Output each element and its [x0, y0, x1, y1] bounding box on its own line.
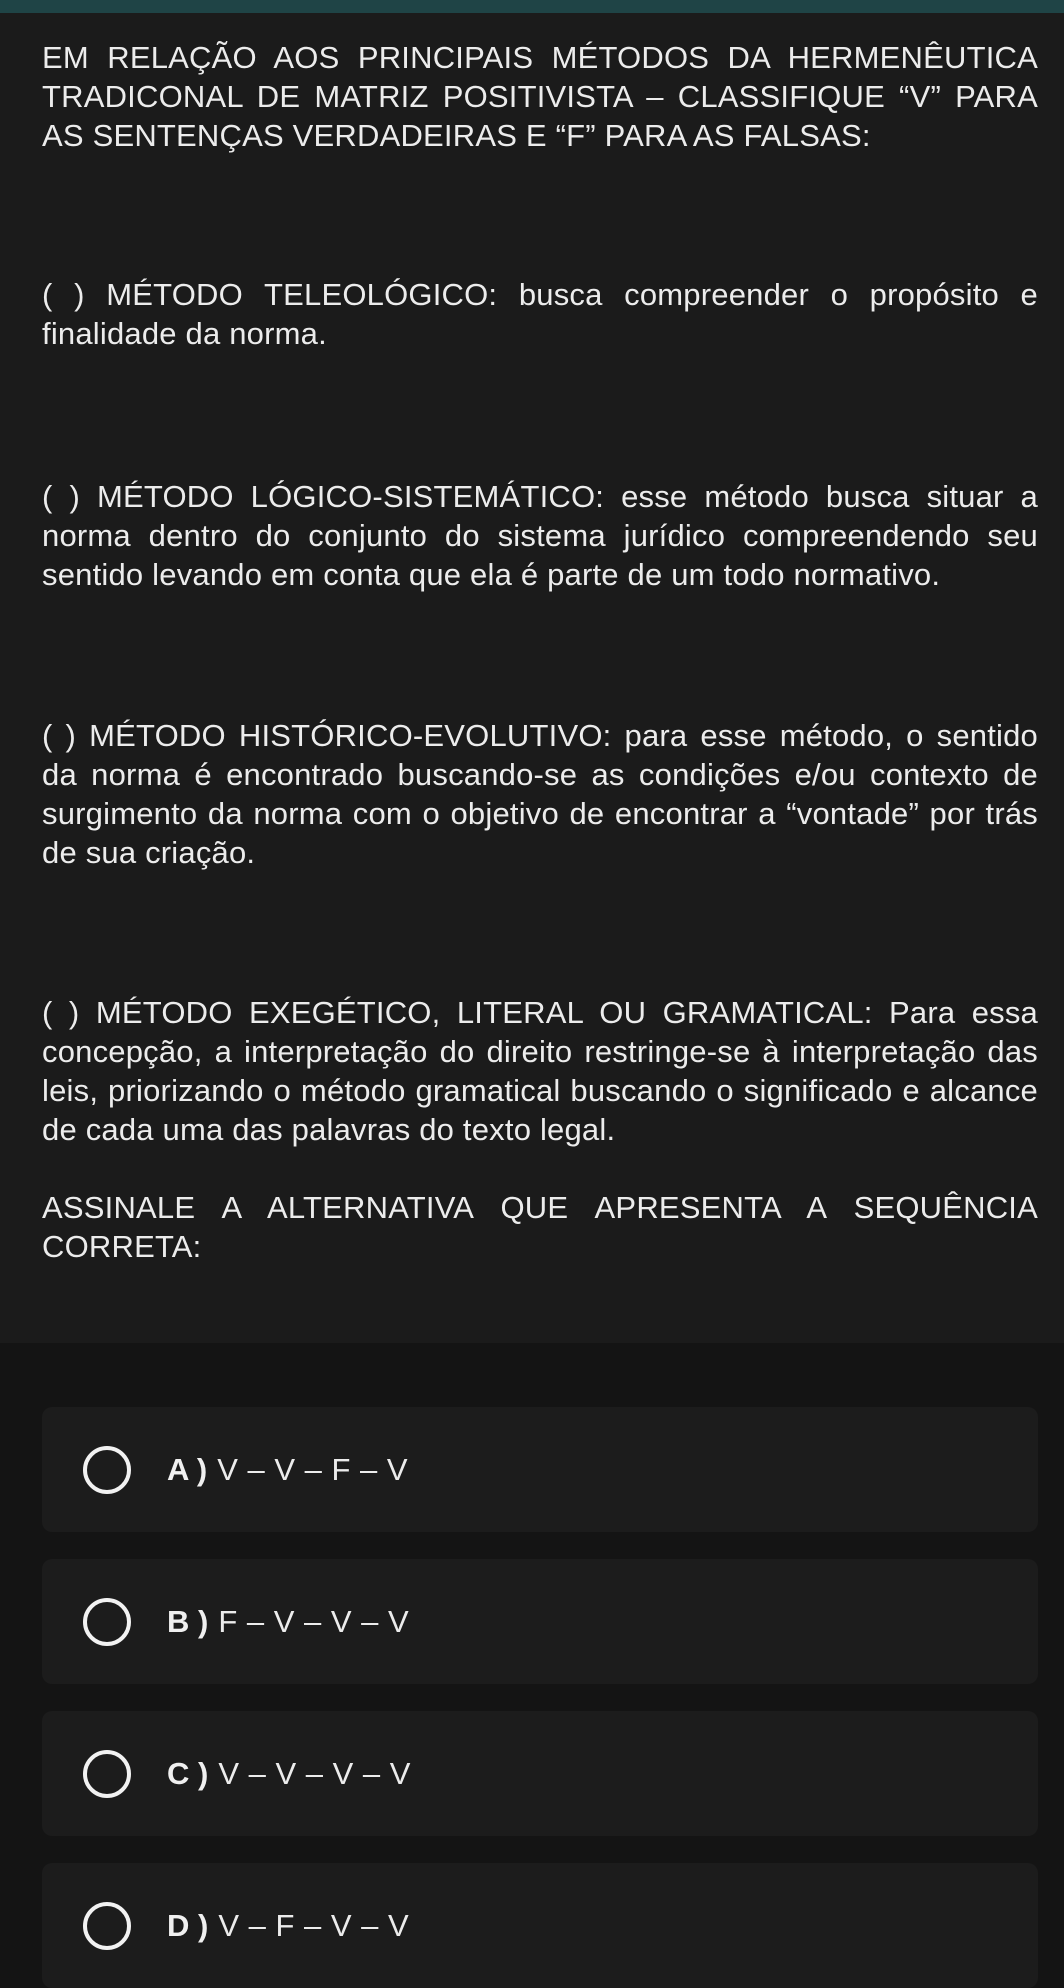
option-b-letter: B )	[167, 1603, 209, 1639]
radio-circle-icon[interactable]	[83, 1902, 131, 1950]
radio-circle-icon[interactable]	[83, 1750, 131, 1798]
question-instruction: ASSINALE A ALTERNATIVA QUE APRESENTA A SEQUÊNCIA CORRETA:	[42, 1190, 1038, 1264]
option-b-text: F – V – V – V	[218, 1603, 410, 1639]
option-d-letter: D )	[167, 1907, 209, 1943]
statement-1-marker: ( )	[42, 277, 85, 312]
question-panel	[0, 13, 1064, 1343]
statement-4-text: MÉTODO EXEGÉTICO, LITERAL OU GRAMATICAL: Para essa concepção, a interpretação do direito restringe-se à interpretação das leis, priorizando o método gramatical buscando o significado e alcance de cada uma das palavras do texto legal.	[42, 995, 1038, 1147]
statement-2-marker: ( )	[42, 479, 81, 514]
statement-2	[42, 477, 1038, 594]
statement-1	[42, 275, 1038, 353]
statement-3	[42, 716, 1038, 872]
option-b[interactable]	[42, 1559, 1038, 1684]
statement-3-marker: ( )	[42, 718, 77, 753]
option-a[interactable]	[42, 1407, 1038, 1532]
option-c-letter: C )	[167, 1755, 209, 1791]
option-d-text: V – F – V – V	[218, 1907, 410, 1943]
statement-2-text: MÉTODO LÓGICO-SISTEMÁTICO: esse método busca situar a norma dentro do conjunto do sistema jurídico compreendendo seu sentido levando em conta que ela é parte de um todo normativo.	[42, 479, 1038, 592]
radio-circle-icon[interactable]	[83, 1446, 131, 1494]
option-c-text: V – V – V – V	[218, 1755, 411, 1791]
option-a-letter: A )	[167, 1451, 208, 1487]
option-a-text: V – V – F – V	[217, 1451, 409, 1487]
top-accent-bar	[0, 0, 1064, 13]
statement-4-marker: ( )	[42, 995, 80, 1030]
question-heading: EM RELAÇÃO AOS PRINCIPAIS MÉTODOS DA HERMENÊUTICA TRADICONAL DE MATRIZ POSITIVISTA – CLASSIFIQUE “V” PARA AS SENTENÇAS VERDADEIRAS E “F” PARA AS FALSAS:	[42, 40, 1038, 153]
radio-circle-icon[interactable]	[83, 1598, 131, 1646]
statement-1-text: MÉTODO TELEOLÓGICO: busca compreender o propósito e finalidade da norma.	[42, 277, 1039, 351]
statement-4	[42, 993, 1038, 1149]
option-d[interactable]	[42, 1863, 1038, 1988]
option-c[interactable]	[42, 1711, 1038, 1836]
statement-3-text: MÉTODO HISTÓRICO-EVOLUTIVO: para esse método, o sentido da norma é encontrado buscando-se as condições e/ou contexto de surgimento da norma com o objetivo de encontrar a “vontade” por trás de sua criação.	[42, 718, 1038, 870]
